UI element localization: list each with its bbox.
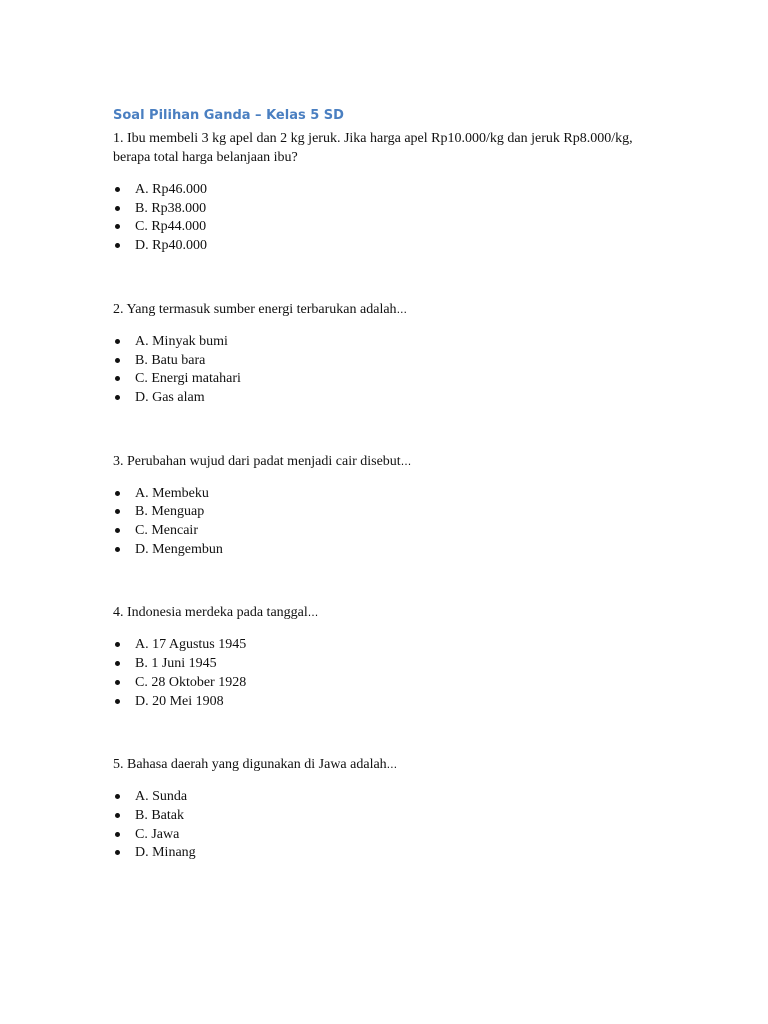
option-label: C. Jawa	[135, 826, 180, 842]
option-list	[113, 333, 673, 408]
option-label: A. Rp46.000	[135, 182, 207, 197]
question-text	[113, 603, 673, 622]
option-label: D. Mengembun	[135, 541, 223, 557]
bullet-icon	[115, 491, 120, 496]
option-label: B. Batak	[135, 807, 184, 823]
question-1	[113, 129, 673, 256]
question-text	[113, 129, 673, 167]
bullet-icon	[115, 850, 120, 855]
bullet-icon	[115, 680, 120, 685]
option-label: B. 1 Juni 1945	[135, 656, 217, 672]
bullet-icon	[115, 395, 120, 400]
bullet-icon	[115, 509, 120, 514]
bullet-icon	[115, 794, 120, 799]
question-4	[113, 603, 673, 711]
option-a	[113, 485, 673, 504]
question-text-body: 1. Ibu membeli 3 kg apel dan 2 kg jeruk. Jika harga apel Rp10.000/kg dan jeruk Rp8.000/kg, berapa total harga belanjaan ibu?	[113, 131, 633, 165]
option-a	[113, 181, 673, 200]
bullet-icon	[115, 661, 120, 666]
option-d	[113, 389, 673, 408]
option-label: B. Rp38.000	[135, 200, 207, 216]
bullet-icon	[115, 547, 120, 552]
option-d	[113, 693, 673, 712]
question-text-body: 3. Perubahan wujud dari padat menjadi cair disebut	[113, 453, 401, 469]
question-3	[113, 452, 673, 560]
option-b	[113, 807, 673, 826]
option-b	[113, 200, 673, 219]
question-text	[113, 755, 673, 774]
option-label: C. Mencair	[135, 523, 198, 539]
option-label: D. Gas alam	[135, 389, 205, 405]
question-5	[113, 755, 673, 863]
option-label: A. 17 Agustus 1945	[135, 637, 247, 653]
option-label: A. Minyak bumi	[135, 333, 228, 349]
option-label: A. Sunda	[135, 789, 188, 805]
option-c	[113, 826, 673, 845]
option-d	[113, 237, 673, 256]
option-b	[113, 655, 673, 674]
document-title: Soal Pilihan Ganda – Kelas 5 SD	[113, 108, 344, 123]
option-list	[113, 636, 673, 711]
option-list	[113, 181, 673, 256]
option-a	[113, 788, 673, 807]
bullet-icon	[115, 243, 120, 248]
option-c	[113, 522, 673, 541]
bullet-icon	[115, 832, 120, 837]
question-text-body: 4. Indonesia merdeka pada tanggal	[113, 605, 308, 621]
option-a	[113, 636, 673, 655]
option-label: D. Rp40.000	[135, 238, 207, 254]
bullet-icon	[115, 224, 120, 229]
option-label: A. Membeku	[135, 485, 209, 501]
option-label: C. 28 Oktober 1928	[135, 674, 247, 690]
bullet-icon	[115, 699, 120, 704]
option-label: B. Batu bara	[135, 352, 206, 368]
question-ellipsis: ...	[307, 606, 319, 620]
document-page	[113, 106, 673, 863]
option-b	[113, 352, 673, 371]
option-c	[113, 370, 673, 389]
option-label: C. Rp44.000	[135, 219, 207, 235]
bullet-icon	[115, 206, 120, 211]
bullet-icon	[115, 528, 120, 533]
bullet-icon	[115, 376, 120, 381]
question-text-body: 2. Yang termasuk sumber energi terbarukan adalah	[113, 301, 397, 317]
option-list	[113, 788, 673, 863]
question-ellipsis: ...	[396, 302, 408, 316]
option-label: C. Energi matahari	[135, 371, 241, 387]
bullet-icon	[115, 813, 120, 818]
option-c	[113, 218, 673, 237]
option-d	[113, 844, 673, 863]
bullet-icon	[115, 358, 120, 363]
bullet-icon	[115, 642, 120, 647]
option-b	[113, 503, 673, 522]
option-d	[113, 541, 673, 560]
bullet-icon	[115, 187, 120, 192]
option-label: D. 20 Mei 1908	[135, 693, 224, 709]
question-text	[113, 300, 673, 319]
question-text-body: 5. Bahasa daerah yang digunakan di Jawa adalah	[113, 757, 387, 773]
question-ellipsis: ...	[400, 454, 412, 468]
question-2	[113, 300, 673, 408]
option-a	[113, 333, 673, 352]
option-label: B. Menguap	[135, 504, 205, 520]
question-text	[113, 452, 673, 471]
option-c	[113, 674, 673, 693]
bullet-icon	[115, 339, 120, 344]
option-list	[113, 485, 673, 560]
option-label: D. Minang	[135, 845, 196, 861]
question-ellipsis: ...	[386, 758, 398, 772]
